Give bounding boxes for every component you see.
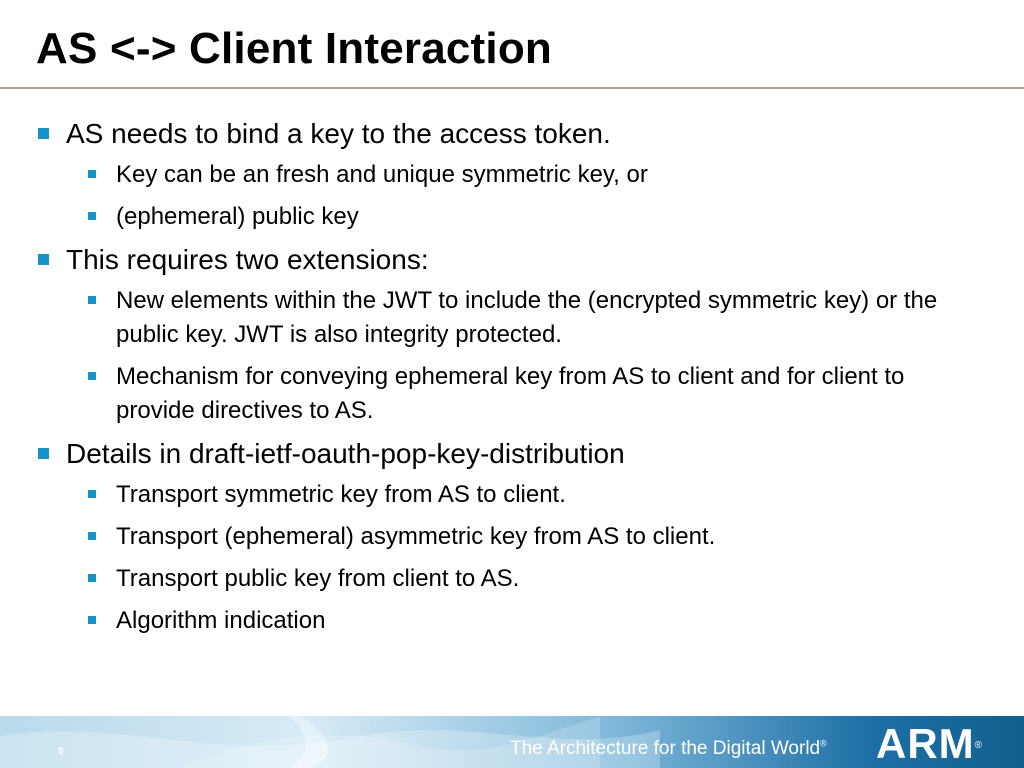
bullet-level1	[0, 436, 966, 472]
logo-text: ARM	[876, 720, 975, 767]
bullet-level2	[0, 604, 956, 638]
bullet-text: Transport (ephemeral) asymmetric key from AS to client.	[116, 523, 716, 550]
logo-registered-mark: ®	[974, 740, 984, 751]
bullet-level2	[0, 478, 956, 512]
bullet-text: Transport symmetric key from AS to client.	[116, 481, 566, 508]
square-bullet-icon	[38, 128, 49, 139]
bullet-text: Key can be an fresh and unique symmetric key, or	[116, 161, 648, 188]
bullet-list	[0, 108, 1024, 646]
bullet-text: (ephemeral) public key	[116, 203, 359, 230]
square-bullet-icon	[88, 574, 96, 582]
square-bullet-icon	[38, 254, 49, 265]
slide-title: AS <-> Client Interaction	[36, 24, 552, 73]
bullet-level2	[0, 284, 956, 352]
bullet-level2	[0, 200, 956, 234]
footer-tagline	[510, 738, 827, 760]
bullet-text: Algorithm indication	[116, 607, 326, 634]
square-bullet-icon	[88, 532, 96, 540]
title-divider	[0, 87, 1024, 89]
bullet-text: This requires two extensions:	[66, 244, 429, 275]
square-bullet-icon	[38, 448, 49, 459]
bullet-level2	[0, 520, 956, 554]
bullet-text: Mechanism for conveying ephemeral key from AS to client and for client to provide directives to AS.	[116, 363, 905, 424]
square-bullet-icon	[88, 296, 96, 304]
square-bullet-icon	[88, 212, 96, 220]
bullet-level2	[0, 562, 956, 596]
bullet-level1	[0, 242, 966, 278]
bullet-level2	[0, 360, 956, 428]
arm-logo	[876, 720, 984, 767]
bullet-level1	[0, 116, 966, 152]
bullet-text: Details in draft-ietf-oauth-pop-key-distribution	[66, 438, 625, 469]
tagline-text: The Architecture for the Digital World	[510, 738, 821, 759]
square-bullet-icon	[88, 490, 96, 498]
bullet-text: AS needs to bind a key to the access token.	[66, 118, 611, 149]
tagline-registered-mark: ®	[820, 738, 827, 749]
bullet-text: Transport public key from client to AS.	[116, 565, 520, 592]
bullet-level2	[0, 158, 956, 192]
square-bullet-icon	[88, 372, 96, 380]
square-bullet-icon	[88, 170, 96, 178]
square-bullet-icon	[88, 616, 96, 624]
bullet-text: New elements within the JWT to include the (encrypted symmetric key) or the public key. JWT is also integrity protected.	[116, 287, 938, 348]
page-number: 9	[58, 746, 64, 757]
